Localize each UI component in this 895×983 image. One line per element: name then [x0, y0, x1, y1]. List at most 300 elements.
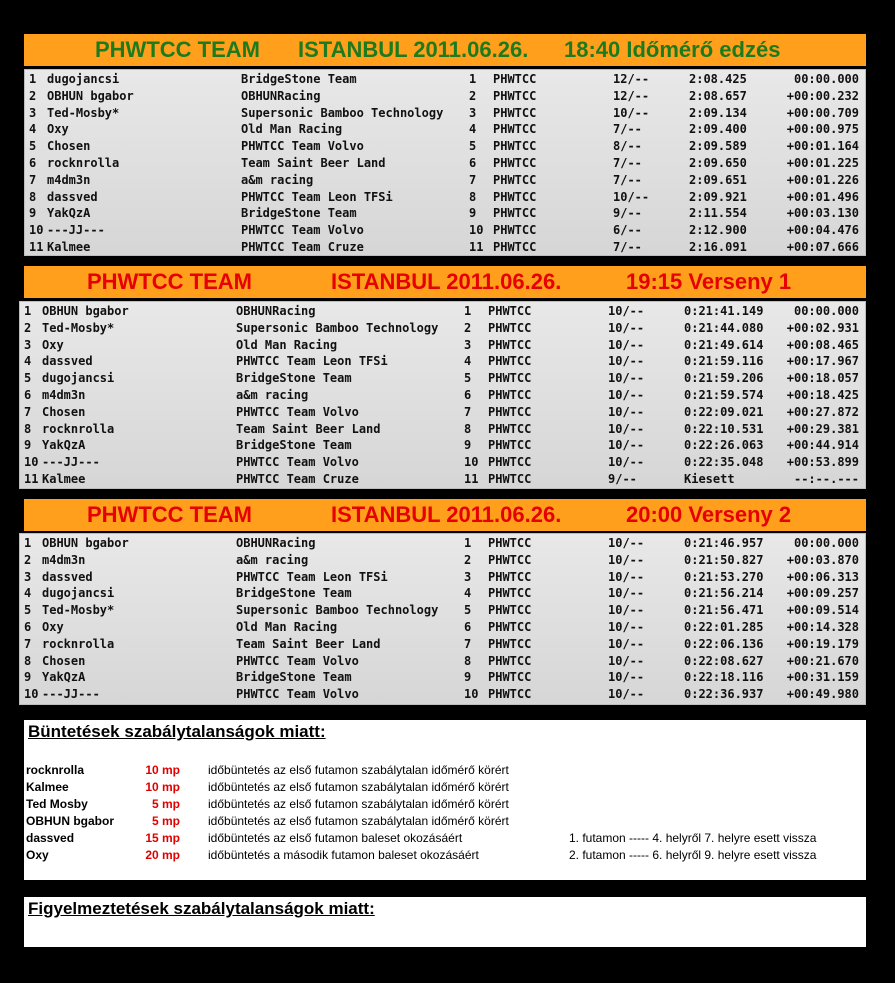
laps: 12/--	[613, 72, 650, 86]
warnings-box	[24, 897, 866, 947]
time: 0:21:59.574	[684, 388, 764, 402]
gap: +00:04.476	[786, 223, 859, 238]
team-name: OBHUNRacing	[241, 88, 321, 103]
car-number: 6	[464, 388, 472, 402]
laps: 10/--	[608, 552, 645, 567]
car-number: 10	[464, 687, 479, 702]
time: 2:09.651	[689, 172, 747, 187]
class: PHWTCC	[488, 337, 532, 352]
position: 11	[29, 240, 44, 254]
banner-venue-date: ISTANBUL 2011.06.26.	[331, 502, 562, 527]
time: 2:08.425	[689, 72, 747, 86]
banner-session: 20:00 Verseny 2	[626, 502, 792, 527]
result-row	[25, 121, 865, 138]
class: PHWTCC	[488, 569, 532, 584]
team-name: PHWTCC Team Volvo	[241, 223, 364, 238]
time: 0:22:06.136	[684, 636, 764, 651]
results-table-race2	[19, 533, 866, 705]
team-name: PHWTCC Team Cruze	[241, 240, 364, 254]
penalty-driver: dassved	[26, 831, 75, 845]
time: 0:21:46.957	[684, 536, 764, 550]
banner-venue-date: ISTANBUL 2011.06.26.	[331, 269, 562, 294]
penalty-row	[24, 796, 866, 813]
class: PHWTCC	[493, 240, 537, 254]
driver-name: Oxy	[42, 337, 64, 352]
time: 0:22:36.937	[684, 687, 764, 702]
result-row	[25, 222, 865, 239]
position: 8	[29, 189, 37, 204]
laps: 10/--	[608, 670, 645, 685]
banner-session: 19:15 Verseny 1	[626, 269, 792, 294]
team-name: a&m racing	[236, 388, 309, 402]
car-number: 9	[464, 670, 472, 685]
laps: 6/--	[613, 223, 642, 238]
penalty-note: 1. futamon ----- 4. helyről 7. helyre esett vissza	[569, 831, 817, 845]
car-number: 9	[464, 438, 472, 453]
driver-name: m4dm3n	[42, 552, 86, 567]
position: 5	[24, 603, 32, 618]
car-number: 2	[469, 88, 477, 103]
result-row	[20, 602, 865, 619]
laps: 10/--	[608, 421, 645, 436]
gap: +00:01.164	[786, 139, 859, 154]
laps: 10/--	[608, 569, 645, 584]
race-banner-race2	[24, 499, 866, 531]
time: 0:21:41.149	[684, 304, 764, 318]
driver-name: dugojancsi	[42, 371, 115, 386]
penalty-seconds: 5 mp	[151, 797, 180, 811]
car-number: 11	[469, 240, 484, 254]
class: PHWTCC	[488, 421, 532, 436]
time: 0:21:50.827	[684, 552, 764, 567]
team-name: Old Man Racing	[241, 122, 343, 137]
car-number: 4	[464, 354, 472, 369]
driver-name: Ted-Mosby*	[42, 320, 115, 335]
race-banner-qualifying	[24, 34, 866, 66]
time: 0:22:26.063	[684, 438, 764, 453]
laps: 10/--	[608, 536, 645, 550]
time: 0:21:59.206	[684, 371, 764, 386]
position: 6	[29, 156, 37, 170]
driver-name: Oxy	[42, 620, 64, 634]
penalty-row	[24, 847, 866, 864]
laps: 10/--	[608, 320, 645, 335]
car-number: 5	[464, 371, 472, 386]
result-row	[20, 353, 865, 370]
laps: 10/--	[613, 189, 650, 204]
class: PHWTCC	[488, 620, 532, 634]
gap: +00:19.179	[786, 636, 859, 651]
time: 0:21:59.116	[684, 354, 764, 369]
driver-name: m4dm3n	[42, 388, 86, 402]
position: 11	[24, 472, 39, 486]
position: 7	[29, 172, 37, 187]
time: 2:09.400	[689, 122, 747, 137]
driver-name: rocknrolla	[47, 156, 120, 170]
gap: --:--.---	[793, 472, 859, 486]
team-name: PHWTCC Team Leon TFSi	[236, 354, 388, 369]
laps: 10/--	[608, 388, 645, 402]
result-row	[20, 454, 865, 471]
class: PHWTCC	[488, 472, 532, 486]
position: 5	[29, 139, 37, 154]
team-name: PHWTCC Team Leon TFSi	[241, 189, 393, 204]
gap: +00:53.899	[786, 455, 859, 470]
class: PHWTCC	[488, 653, 532, 668]
position: 9	[24, 438, 32, 453]
result-row	[20, 421, 865, 438]
driver-name: OBHUN bgabor	[42, 536, 129, 550]
car-number: 9	[469, 206, 477, 221]
time: 2:09.921	[689, 189, 747, 204]
position: 1	[24, 536, 32, 550]
class: PHWTCC	[493, 172, 537, 187]
class: PHWTCC	[488, 670, 532, 685]
gap: +00:00.975	[786, 122, 859, 137]
position: 8	[24, 421, 32, 436]
driver-name: ---JJ---	[42, 455, 100, 470]
result-row	[20, 337, 865, 354]
car-number: 5	[464, 603, 472, 618]
time: 2:11.554	[689, 206, 747, 221]
result-row	[25, 71, 865, 88]
class: PHWTCC	[488, 455, 532, 470]
team-name: BridgeStone Team	[241, 206, 357, 221]
result-row	[25, 155, 865, 172]
team-name: BridgeStone Team	[241, 72, 357, 86]
team-name: PHWTCC Team Volvo	[236, 687, 359, 702]
gap: +00:07.666	[786, 240, 859, 254]
car-number: 7	[469, 172, 477, 187]
team-name: Team Saint Beer Land	[236, 636, 381, 651]
position: 1	[24, 304, 32, 318]
car-number: 2	[464, 552, 472, 567]
driver-name: OBHUN bgabor	[47, 88, 134, 103]
position: 1	[29, 72, 37, 86]
time: Kiesett	[684, 472, 735, 486]
position: 6	[24, 620, 32, 634]
driver-name: YakQzA	[42, 438, 86, 453]
penalty-row	[24, 830, 866, 847]
position: 6	[24, 388, 32, 402]
time: 0:22:10.531	[684, 421, 764, 436]
team-name: a&m racing	[236, 552, 309, 567]
team-name: Supersonic Bamboo Technology	[241, 105, 444, 120]
result-row	[25, 88, 865, 105]
class: PHWTCC	[493, 206, 537, 221]
result-row	[20, 653, 865, 670]
penalty-reason: időbüntetés az első futamon szabálytalan időmérő körért	[208, 814, 509, 828]
laps: 10/--	[608, 687, 645, 702]
gap: 00:00.000	[793, 304, 859, 318]
driver-name: dugojancsi	[42, 586, 115, 601]
position: 3	[24, 569, 32, 584]
driver-name: Kalmee	[42, 472, 86, 486]
penalty-driver: rocknrolla	[26, 763, 85, 777]
result-row	[20, 320, 865, 337]
laps: 10/--	[608, 636, 645, 651]
driver-name: Ted-Mosby*	[47, 105, 120, 120]
laps: 10/--	[608, 653, 645, 668]
car-number: 8	[469, 189, 477, 204]
team-name: PHWTCC Team Volvo	[241, 139, 364, 154]
position: 4	[29, 122, 37, 137]
gap: +00:49.980	[786, 687, 859, 702]
class: PHWTCC	[488, 438, 532, 453]
laps: 12/--	[613, 88, 650, 103]
result-row	[25, 105, 865, 122]
class: PHWTCC	[488, 320, 532, 335]
car-number: 8	[464, 653, 472, 668]
laps: 7/--	[613, 122, 642, 137]
car-number: 10	[464, 455, 479, 470]
penalty-seconds: 5 mp	[151, 814, 180, 828]
gap: +00:02.931	[786, 320, 859, 335]
position: 10	[29, 223, 44, 238]
result-row	[25, 172, 865, 189]
gap: +00:09.257	[786, 586, 859, 601]
position: 8	[24, 653, 32, 668]
team-name: PHWTCC Team Cruze	[236, 472, 359, 486]
result-row	[20, 370, 865, 387]
penalty-seconds: 20 mp	[145, 848, 180, 862]
laps: 10/--	[608, 620, 645, 634]
class: PHWTCC	[488, 388, 532, 402]
driver-name: m4dm3n	[47, 172, 91, 187]
driver-name: dassved	[42, 569, 93, 584]
result-row	[25, 138, 865, 155]
time: 0:21:53.270	[684, 569, 764, 584]
result-row	[20, 404, 865, 421]
penalty-seconds: 15 mp	[145, 831, 180, 845]
driver-name: dugojancsi	[47, 72, 120, 86]
team-name: PHWTCC Team Volvo	[236, 404, 359, 419]
car-number: 6	[464, 620, 472, 634]
banner-team: PHWTCC TEAM	[95, 37, 260, 62]
position: 2	[24, 552, 32, 567]
gap: +00:01.226	[786, 172, 859, 187]
result-row	[25, 239, 865, 256]
time: 0:22:35.048	[684, 455, 764, 470]
race-banner-race1	[24, 266, 866, 298]
penalty-driver: Oxy	[26, 848, 49, 862]
penalty-seconds: 10 mp	[145, 763, 180, 777]
laps: 10/--	[608, 455, 645, 470]
position: 2	[29, 88, 37, 103]
gap: +00:06.313	[786, 569, 859, 584]
laps: 7/--	[613, 240, 642, 254]
team-name: Old Man Racing	[236, 337, 338, 352]
position: 9	[29, 206, 37, 221]
team-name: Supersonic Bamboo Technology	[236, 603, 439, 618]
penalty-note: 2. futamon ----- 6. helyről 9. helyre esett vissza	[569, 848, 817, 862]
gap: +00:44.914	[786, 438, 859, 453]
gap: +00:18.057	[786, 371, 859, 386]
time: 0:21:44.080	[684, 320, 764, 335]
car-number: 4	[464, 586, 472, 601]
driver-name: rocknrolla	[42, 636, 115, 651]
result-row	[20, 636, 865, 653]
driver-name: dassved	[42, 354, 93, 369]
team-name: Team Saint Beer Land	[241, 156, 386, 170]
result-row	[20, 471, 865, 488]
class: PHWTCC	[488, 687, 532, 702]
laps: 10/--	[608, 586, 645, 601]
car-number: 4	[469, 122, 477, 137]
team-name: BridgeStone Team	[236, 438, 352, 453]
car-number: 8	[464, 421, 472, 436]
team-name: BridgeStone Team	[236, 586, 352, 601]
driver-name: dassved	[47, 189, 98, 204]
team-name: OBHUNRacing	[236, 304, 316, 318]
driver-name: ---JJ---	[42, 687, 100, 702]
result-row	[20, 387, 865, 404]
driver-name: Chosen	[47, 139, 91, 154]
penalty-seconds: 10 mp	[145, 780, 180, 794]
laps: 10/--	[608, 404, 645, 419]
banner-session: 18:40 Időmérő edzés	[564, 37, 781, 62]
driver-name: YakQzA	[42, 670, 86, 685]
banner-team: PHWTCC TEAM	[87, 269, 252, 294]
gap: +00:08.465	[786, 337, 859, 352]
result-row	[25, 189, 865, 206]
penalties-title: Büntetések szabálytalanságok miatt:	[28, 722, 326, 741]
car-number: 7	[464, 404, 472, 419]
car-number: 2	[464, 320, 472, 335]
result-row	[20, 686, 865, 703]
penalty-driver: Kalmee	[26, 780, 69, 794]
penalty-reason: időbüntetés az első futamon szabálytalan időmérő körért	[208, 780, 509, 794]
car-number: 1	[464, 536, 472, 550]
time: 0:22:09.021	[684, 404, 764, 419]
position: 2	[24, 320, 32, 335]
car-number: 3	[464, 337, 472, 352]
warnings-title: Figyelmeztetések szabálytalanságok miatt:	[28, 899, 375, 918]
class: PHWTCC	[493, 72, 537, 86]
class: PHWTCC	[493, 139, 537, 154]
position: 3	[24, 337, 32, 352]
class: PHWTCC	[488, 586, 532, 601]
class: PHWTCC	[488, 603, 532, 618]
class: PHWTCC	[488, 404, 532, 419]
gap: 00:00.000	[793, 72, 859, 86]
driver-name: YakQzA	[47, 206, 91, 221]
car-number: 7	[464, 636, 472, 651]
team-name: PHWTCC Team Leon TFSi	[236, 569, 388, 584]
class: PHWTCC	[488, 304, 532, 318]
time: 0:22:18.116	[684, 670, 764, 685]
class: PHWTCC	[488, 371, 532, 386]
driver-name: rocknrolla	[42, 421, 115, 436]
class: PHWTCC	[493, 105, 537, 120]
result-row	[20, 303, 865, 320]
gap: +00:00.709	[786, 105, 859, 120]
team-name: BridgeStone Team	[236, 670, 352, 685]
position: 4	[24, 354, 32, 369]
class: PHWTCC	[488, 536, 532, 550]
class: PHWTCC	[493, 156, 537, 170]
class: PHWTCC	[488, 354, 532, 369]
laps: 7/--	[613, 156, 642, 170]
position: 10	[24, 687, 39, 702]
car-number: 3	[469, 105, 477, 120]
time: 2:09.589	[689, 139, 747, 154]
car-number: 5	[469, 139, 477, 154]
position: 4	[24, 586, 32, 601]
class: PHWTCC	[488, 552, 532, 567]
class: PHWTCC	[493, 88, 537, 103]
time: 2:08.657	[689, 88, 747, 103]
laps: 7/--	[613, 172, 642, 187]
gap: +00:03.870	[786, 552, 859, 567]
laps: 10/--	[608, 371, 645, 386]
laps: 10/--	[608, 603, 645, 618]
driver-name: ---JJ---	[47, 223, 105, 238]
class: PHWTCC	[493, 189, 537, 204]
gap: +00:03.130	[786, 206, 859, 221]
class: PHWTCC	[488, 636, 532, 651]
penalty-driver: OBHUN bgabor	[26, 814, 114, 828]
banner-venue-date: ISTANBUL 2011.06.26.	[298, 37, 529, 62]
result-row	[20, 619, 865, 636]
penalty-reason: időbüntetés az első futamon baleset okozásáért	[208, 831, 463, 845]
penalty-row	[24, 762, 866, 779]
team-name: Team Saint Beer Land	[236, 421, 381, 436]
gap: +00:27.872	[786, 404, 859, 419]
driver-name: OBHUN bgabor	[42, 304, 129, 318]
position: 3	[29, 105, 37, 120]
penalties-box	[24, 720, 866, 880]
time: 0:21:56.471	[684, 603, 764, 618]
time: 0:22:08.627	[684, 653, 764, 668]
gap: +00:01.496	[786, 189, 859, 204]
penalty-reason: időbüntetés a második futamon baleset okozásáért	[208, 848, 479, 862]
gap: +00:01.225	[786, 156, 859, 170]
gap: +00:29.381	[786, 421, 859, 436]
laps: 10/--	[608, 304, 645, 318]
driver-name: Oxy	[47, 122, 69, 137]
car-number: 11	[464, 472, 479, 486]
laps: 10/--	[608, 337, 645, 352]
laps: 10/--	[613, 105, 650, 120]
penalty-reason: időbüntetés az első futamon szabálytalan időmérő körért	[208, 763, 509, 777]
laps: 10/--	[608, 354, 645, 369]
team-name: PHWTCC Team Volvo	[236, 653, 359, 668]
result-row	[20, 669, 865, 686]
driver-name: Chosen	[42, 653, 86, 668]
car-number: 10	[469, 223, 484, 238]
car-number: 1	[469, 72, 477, 86]
penalty-driver: Ted Mosby	[26, 797, 88, 811]
time: 2:09.650	[689, 156, 747, 170]
result-row	[20, 552, 865, 569]
gap: +00:17.967	[786, 354, 859, 369]
gap: +00:18.425	[786, 388, 859, 402]
gap: +00:21.670	[786, 653, 859, 668]
banner-team: PHWTCC TEAM	[87, 502, 252, 527]
class: PHWTCC	[493, 223, 537, 238]
time: 0:21:56.214	[684, 586, 764, 601]
laps: 10/--	[608, 438, 645, 453]
results-table-qualifying	[24, 69, 866, 256]
position: 9	[24, 670, 32, 685]
laps: 8/--	[613, 139, 642, 154]
car-number: 6	[469, 156, 477, 170]
position: 7	[24, 404, 32, 419]
penalty-row	[24, 813, 866, 830]
team-name: Supersonic Bamboo Technology	[236, 320, 439, 335]
time: 2:12.900	[689, 223, 747, 238]
